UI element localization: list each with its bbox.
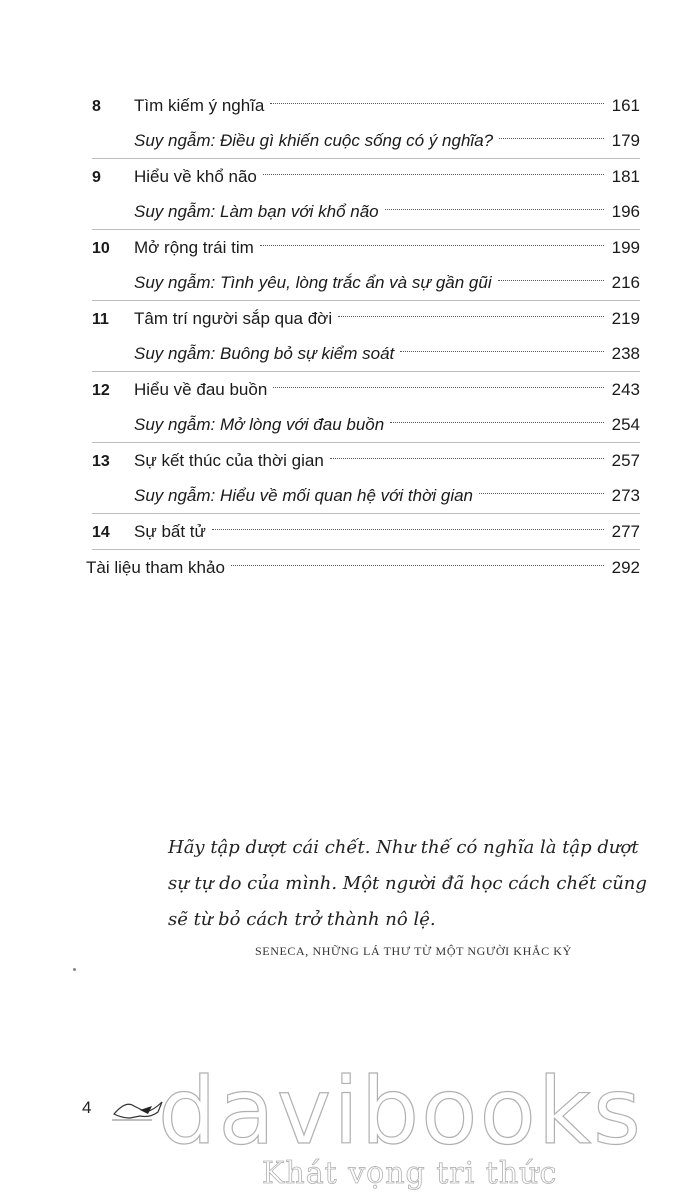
page-ref: 199	[611, 238, 640, 257]
toc-entry[interactable]	[92, 372, 640, 407]
chapter-number: 10	[92, 240, 110, 257]
page-ref: 238	[611, 344, 640, 363]
toc-entry[interactable]	[92, 88, 640, 123]
toc-entry[interactable]	[92, 443, 640, 478]
references-title: Tài liệu tham khảo	[86, 558, 225, 577]
chapter-number: 14	[92, 524, 110, 541]
toc-subentry[interactable]	[92, 407, 640, 442]
page-ref: 254	[611, 415, 640, 434]
chapter-title: Sự kết thúc của thời gian	[134, 451, 324, 470]
toc-subentry[interactable]	[92, 336, 640, 371]
page-ref: 257	[611, 451, 640, 470]
reflection-title: Suy ngẫm: Tình yêu, lòng trắc ẩn và sự gần gũi	[134, 273, 492, 292]
toc-subentry[interactable]	[92, 478, 640, 513]
chapter-title: Hiểu về đau buồn	[134, 380, 268, 399]
dot-leader	[479, 493, 604, 494]
page-ref: 277	[611, 522, 640, 541]
dot-leader	[231, 565, 604, 566]
chapter-number: 12	[92, 382, 110, 399]
dot-leader	[330, 458, 604, 459]
chapter-title: Tâm trí người sắp qua đời	[134, 309, 333, 328]
toc-entry[interactable]	[92, 159, 640, 194]
chapter-number: 11	[92, 311, 109, 328]
toc-subentry[interactable]	[92, 194, 640, 229]
dot-leader	[260, 245, 604, 246]
dot-leader	[212, 529, 604, 530]
page-ref: 292	[611, 558, 640, 577]
chapter-title: Mở rộng trái tim	[134, 238, 254, 257]
watermark-brand: davibooks	[158, 1058, 643, 1165]
chapter-number: 9	[92, 169, 101, 186]
table-of-contents	[86, 88, 640, 585]
dot-leader	[270, 103, 604, 104]
toc-entry[interactable]	[92, 514, 640, 549]
page-ref: 161	[611, 96, 640, 115]
reflection-title: Suy ngẫm: Buông bỏ sự kiểm soát	[134, 344, 395, 363]
dot-leader	[498, 280, 604, 281]
toc-entry[interactable]	[92, 301, 640, 336]
dot-leader	[400, 351, 604, 352]
dot-leader	[385, 209, 604, 210]
watermark-tagline: Khát vọng tri thức	[262, 1156, 558, 1191]
chapter-title: Hiểu về khổ não	[134, 167, 257, 186]
dot-leader	[390, 422, 604, 423]
page-ref: 181	[611, 167, 640, 186]
dot-leader	[273, 387, 604, 388]
toc-subentry[interactable]	[92, 123, 640, 158]
dot-leader	[263, 174, 604, 175]
dot-leader	[338, 316, 604, 317]
epigraph-quote: Hãy tập dượt cái chết. Như thế có nghĩa là tập dượt sự tự do của mình. Một người đã học cách chết cũng sẽ từ bỏ cách trở thành nô lệ.	[168, 837, 647, 930]
print-speck	[73, 968, 76, 971]
page-ref: 273	[611, 486, 640, 505]
chapter-number: 8	[92, 98, 101, 115]
page-number: 4	[82, 1098, 92, 1117]
chapter-number: 13	[92, 453, 110, 470]
page-ref: 243	[611, 380, 640, 399]
page-ref: 216	[611, 273, 640, 292]
toc-subentry[interactable]	[92, 265, 640, 300]
dot-leader	[499, 138, 604, 139]
reflection-title: Suy ngẫm: Hiểu về mối quan hệ với thời gian	[134, 486, 474, 505]
reflection-title: Suy ngẫm: Mở lòng với đau buồn	[134, 415, 385, 434]
page-ref: 196	[611, 202, 640, 221]
toc-entry[interactable]	[92, 230, 640, 265]
toc-references[interactable]	[86, 550, 640, 585]
page-ref: 179	[611, 131, 640, 150]
chapter-title: Tìm kiếm ý nghĩa	[134, 96, 265, 115]
epigraph-source: SENECA, NHỮNG LÁ THƯ TỪ MỘT NGƯỜI KHẮC KỶ	[255, 944, 572, 958]
page-ref: 219	[611, 309, 640, 328]
reflection-title: Suy ngẫm: Điều gì khiến cuộc sống có ý nghĩa?	[134, 131, 494, 150]
reflection-title: Suy ngẫm: Làm bạn với khổ não	[134, 202, 379, 221]
chapter-title: Sự bất tử	[134, 522, 206, 541]
